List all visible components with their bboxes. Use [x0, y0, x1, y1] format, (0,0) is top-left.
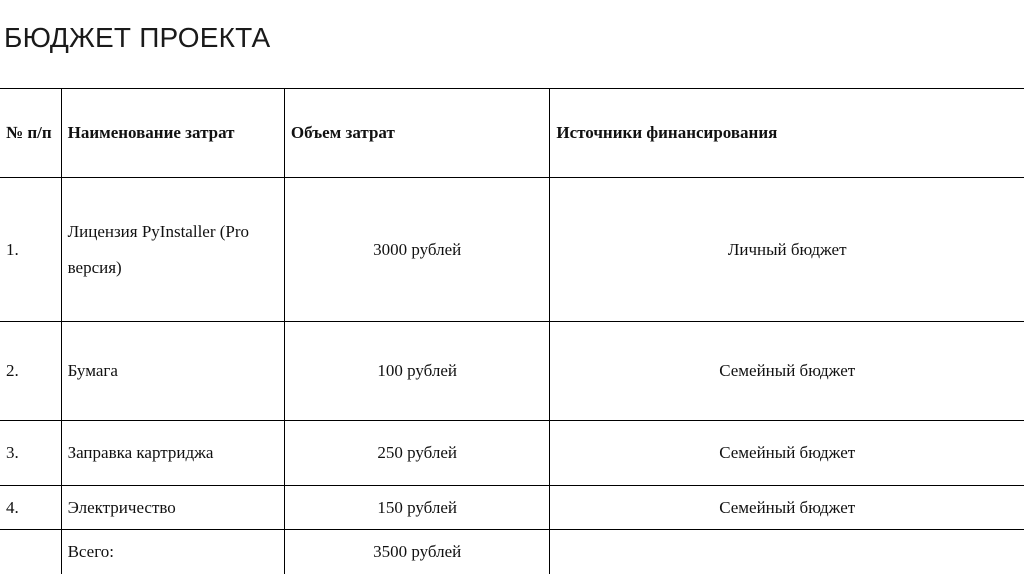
cell-volume: 3000 рублей [284, 178, 549, 322]
header-name: Наименование затрат [61, 89, 284, 178]
table-row [0, 178, 1024, 322]
table-row [0, 486, 1024, 530]
cell-num: 2. [0, 322, 61, 421]
page-title: БЮДЖЕТ ПРОЕКТА [4, 22, 271, 53]
cell-name: Заправка картриджа [61, 421, 284, 486]
header-num: № п/п [0, 89, 61, 178]
cell-name: Лицензия PyInstaller (Pro версия) [61, 178, 284, 322]
cell-source: Семейный бюджет [550, 486, 1024, 530]
cell-name: Электричество [61, 486, 284, 530]
cell-num: 1. [0, 178, 61, 322]
cell-source: Семейный бюджет [550, 421, 1024, 486]
table-row [0, 322, 1024, 421]
cell-volume: 100 рублей [284, 322, 549, 421]
header-volume: Объем затрат [284, 89, 549, 178]
cell-source: Личный бюджет [550, 178, 1024, 322]
cell-num-empty [0, 530, 61, 574]
table-row [0, 421, 1024, 486]
cell-volume: 250 рублей [284, 421, 549, 486]
cell-source-empty [550, 530, 1024, 574]
budget-table [0, 88, 1024, 574]
cell-num: 4. [0, 486, 61, 530]
header-source: Источники финансирования [550, 89, 1024, 178]
total-volume: 3500 рублей [284, 530, 549, 574]
cell-name: Бумага [61, 322, 284, 421]
table-total-row [0, 530, 1024, 574]
table-header-row [0, 89, 1024, 178]
cell-volume: 150 рублей [284, 486, 549, 530]
cell-num: 3. [0, 421, 61, 486]
total-label: Всего: [61, 530, 284, 574]
cell-source: Семейный бюджет [550, 322, 1024, 421]
